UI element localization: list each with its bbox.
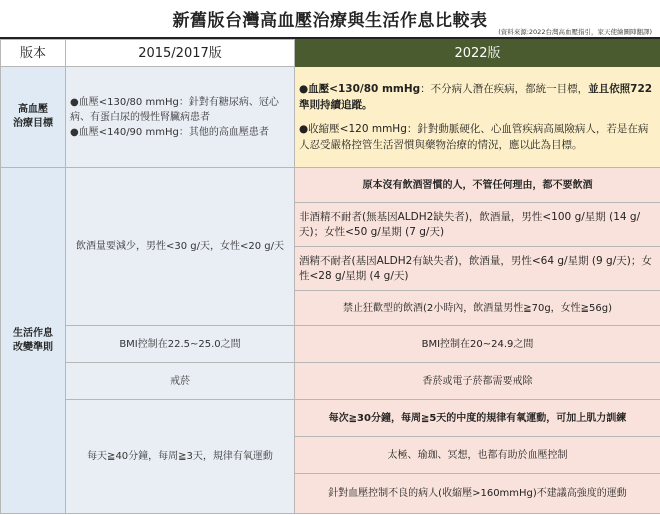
old-exercise-cell: 每天≧40分鐘，每周≧3天，規律有氧運動 [66, 400, 295, 514]
new-target-paragraph-2: ●收縮壓<120 mmHg：針對動脈硬化、心血管疾病高風險病人，若是在病人忍受嚴格控管生活習慣與藥物治療的情況，應以此為目標。 [299, 123, 649, 151]
new-alcohol-rule-2: 非酒精不耐者(無基因ALDH2缺失者)，飲酒量，男性<100 g/星期 (14 g/天)；女性<50 g/星期 (7 g/天) [295, 203, 660, 247]
page-title: 新舊版台灣高血壓治療與生活作息比較表 [172, 11, 488, 31]
new-alcohol-rule-4: 禁止狂歡型的飲酒(2小時內，飲酒量男性≧70g，女性≧56g) [295, 291, 660, 326]
header-old-version: 2015/2017版 [66, 40, 295, 67]
new-target-normal: ：不分病人潛在疾病，都統一目標， [420, 83, 589, 95]
new-bmi-cell: BMI控制在20~24.9之間 [295, 326, 660, 363]
category-line-1: 高血壓 [18, 104, 48, 115]
new-exercise-rule-1: 每次≧30分鐘，每周≧5天的中度的規律有氧運動，可加上肌力訓練 [295, 400, 660, 437]
old-target-line: ●血壓<130/80 mmHg：針對有糖尿病、冠心病、有蛋白尿的慢性腎臟病患者 [70, 96, 279, 123]
category-line-2: 改變準則 [13, 341, 53, 353]
new-alcohol-rule-1: 原本沒有飲酒習慣的人，不管任何理由，都不要飲酒 [295, 168, 660, 203]
category-line-1: 生活作息 [13, 327, 53, 339]
table-header-row [1, 40, 660, 67]
old-alcohol-cell: 飲酒量要減少，男性<30 g/天，女性<20 g/天 [66, 168, 295, 326]
old-smoking-cell: 戒菸 [66, 363, 295, 400]
category-lifestyle [1, 168, 66, 514]
old-target-line: ●血壓<140/90 mmHg：其他的高血壓患者 [70, 126, 269, 138]
old-targets-cell [66, 67, 295, 168]
table-row-targets [1, 67, 660, 168]
new-alcohol-rule-3: 酒精不耐者(基因ALDH2有缺失者)，飲酒量，男性<64 g/星期 (9 g/天)；女性<28 g/星期 (4 g/天) [295, 247, 660, 291]
new-target-bold-a: ●血壓<130/80 mmHg [299, 83, 421, 95]
header-version: 版本 [1, 40, 66, 67]
table-row-exercise-1 [1, 400, 660, 437]
new-target-bold-b: 並且依照722準則持續追蹤。 [299, 83, 653, 111]
table-row-alcohol-1 [1, 168, 660, 203]
header-new-version: 2022版 [295, 40, 660, 67]
new-target-paragraph-1 [299, 81, 656, 113]
new-exercise-rule-3: 針對血壓控制不良的病人(收縮壓>160mmHg)不建議高強度的運動 [295, 474, 660, 514]
category-line-2: 治療目標 [13, 118, 53, 129]
new-targets-cell [295, 67, 660, 168]
old-bmi-cell: BMI控制在22.5~25.0之間 [66, 326, 295, 363]
table-row-smoking [1, 363, 660, 400]
comparison-table [0, 39, 660, 514]
source-note: (資料來源:2022台灣高血壓指引，家天使繪圖陣翻譯) [498, 28, 652, 36]
category-treatment-target [1, 67, 66, 168]
new-exercise-rule-2: 太極、瑜珈、冥想，也都有助於血壓控制 [295, 437, 660, 474]
table-row-bmi [1, 326, 660, 363]
new-smoking-cell: 香菸或電子菸都需要戒除 [295, 363, 660, 400]
